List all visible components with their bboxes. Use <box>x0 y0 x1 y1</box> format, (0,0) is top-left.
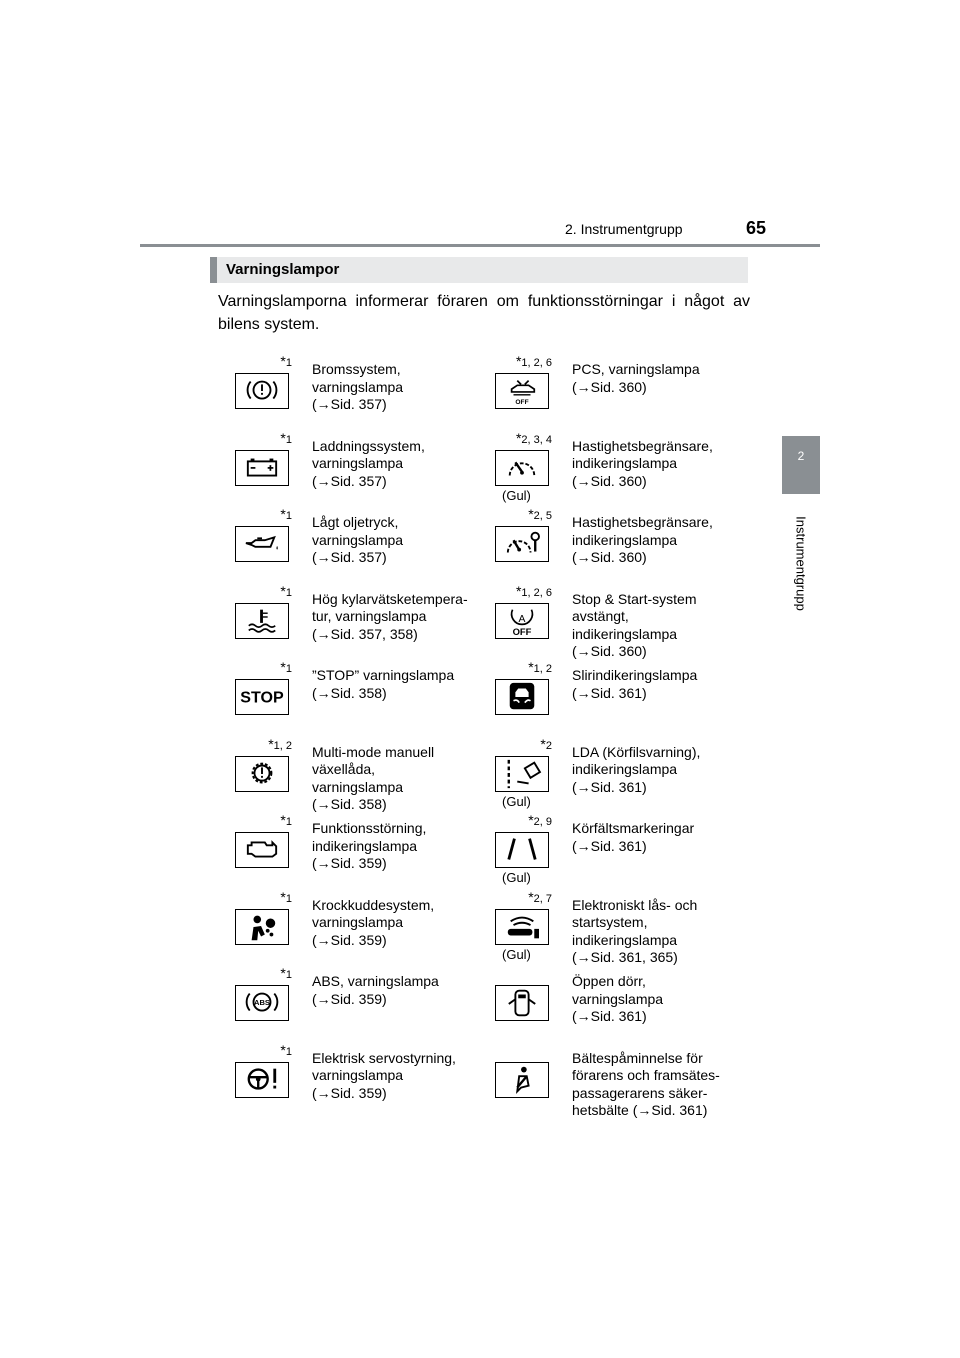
lamp-description: Slirindikeringslampa (→Sid. 361) <box>572 667 698 701</box>
section-marker <box>210 257 217 283</box>
lamp-description: PCS, varningslampa (→Sid. 360) <box>572 361 700 395</box>
footnote-ref: *1 <box>280 353 292 369</box>
footnote-ref: *2, 3, 4 <box>515 429 552 446</box>
table-row <box>232 659 752 729</box>
stop-start-off-icon <box>495 603 549 639</box>
lamp-entry-right <box>492 659 752 729</box>
footnote-ref: *1, 2, 6 <box>515 582 552 599</box>
battery-icon <box>235 450 289 486</box>
gear-warning-icon <box>235 756 289 792</box>
lamp-description: Funktionsstörning, indikeringslampa (→Sid. 359) <box>312 820 427 871</box>
lamp-description: Stop & Start-system avstängt, indikeringslampa (→Sid. 360) <box>572 590 697 659</box>
svg-text:OFF: OFF <box>515 399 529 407</box>
lamp-description: Lågt oljetryck, varningslampa (→Sid. 357) <box>312 514 404 565</box>
power-steering-icon <box>235 1062 289 1098</box>
lamp-entry-left <box>232 965 492 1035</box>
footnote-ref: *1, 2 <box>528 659 552 675</box>
lamp-description: Multi-mode manuell växellåda, varningslampa (→Sid. 358) <box>312 743 435 812</box>
lamp-entry-left <box>232 583 492 653</box>
lamp-description: Hastighetsbegränsare, indikeringslampa (→Sid. 360) <box>572 514 713 565</box>
table-row <box>232 429 752 503</box>
intro-paragraph: Varningslamporna informerar föraren om funktionsstörningar i något av bilens system. <box>218 293 750 333</box>
lamp-entry-right <box>492 353 752 423</box>
lamp-entry-left <box>232 506 492 576</box>
lane-markings-icon <box>495 832 549 868</box>
color-note: (Gul) <box>502 793 531 809</box>
side-tab-number: 2 <box>782 436 820 494</box>
header-section-title: 2. Instrumentgrupp <box>565 221 683 237</box>
brake-warning-icon <box>235 373 289 409</box>
footnote-ref: *1, 2 <box>268 735 292 752</box>
svg-text:ABS: ABS <box>254 997 270 1007</box>
lamp-entry-left <box>232 812 492 882</box>
lamp-entry-right <box>492 1042 752 1118</box>
color-note: (Gul) <box>502 946 531 962</box>
lamp-description: Bromssystem, varningslampa (→Sid. 357) <box>312 361 404 412</box>
lamp-description: LDA (Körfilsvarning), indikeringslampa (→Sid. 361) <box>572 743 701 795</box>
lamp-entry-right <box>492 888 752 965</box>
footnote-ref: *1 <box>280 1041 292 1058</box>
engine-check-icon <box>235 832 289 868</box>
color-note: (Gul) <box>502 870 531 885</box>
lamp-description: Hastighetsbegränsare, indikeringslampa (→Sid. 360) <box>572 437 713 489</box>
lamp-entry-left <box>232 735 492 812</box>
lamp-entry-left <box>232 659 492 729</box>
lamp-entry-left <box>232 430 492 500</box>
footnote-ref: *2 <box>540 735 552 752</box>
lamp-description: ABS, varningslampa (→Sid. 359) <box>312 973 439 1007</box>
pcs-off-icon <box>495 373 549 409</box>
lamp-entry-right <box>492 812 752 885</box>
svg-text:A: A <box>518 613 526 625</box>
footnote-ref: *2, 7 <box>528 888 552 905</box>
oil-pressure-icon <box>235 526 289 562</box>
table-row <box>232 353 752 423</box>
lamp-entry-right <box>492 582 752 659</box>
footnote-ref: *1 <box>280 888 292 905</box>
lane-departure-icon <box>495 756 549 792</box>
footnote-ref: *1 <box>280 506 292 522</box>
svg-text:OFF: OFF <box>512 626 532 638</box>
table-row <box>232 582 752 659</box>
lamp-entry-right <box>492 965 752 1035</box>
table-row <box>232 812 752 885</box>
lamp-description: Hög kylarvätsketempera- tur, varningslampa (→Sid. 357, 358) <box>312 590 468 642</box>
speed-limiter-wrench-icon <box>495 526 549 562</box>
section-title: Varningslampor <box>226 261 340 278</box>
footnote-ref: *1, 2, 6 <box>515 353 552 369</box>
coolant-temp-icon <box>235 603 289 639</box>
header-rule <box>140 244 820 247</box>
footnote-ref: *1 <box>280 659 292 675</box>
lamp-entry-left <box>232 353 492 423</box>
lamp-entry-left <box>232 1042 492 1112</box>
table-row <box>232 735 752 812</box>
lamp-description: ”STOP” varningslampa (→Sid. 358) <box>312 667 455 701</box>
stop-icon <box>235 679 289 715</box>
svg-text:STOP: STOP <box>240 688 284 707</box>
lamp-entry-right <box>492 735 752 809</box>
seatbelt-icon <box>495 1062 549 1098</box>
page-number: 65 <box>746 218 767 238</box>
footnote-ref: *2, 9 <box>528 812 552 828</box>
section-heading <box>210 257 748 283</box>
table-row <box>232 1041 752 1118</box>
lamp-description: Öppen dörr, varningslampa (→Sid. 361) <box>572 973 664 1024</box>
door-open-icon <box>495 985 549 1021</box>
footnote-ref: *1 <box>280 582 292 599</box>
lamp-description: Elektrisk servostyrning, varningslampa (→Sid. 359) <box>312 1049 456 1101</box>
color-note: (Gul) <box>502 487 531 503</box>
speed-limiter-icon <box>495 450 549 486</box>
table-row <box>232 888 752 965</box>
footnote-ref: *1 <box>280 965 292 981</box>
footnote-ref: *1 <box>280 429 292 446</box>
lamp-description: Körfältsmarkeringar (→Sid. 361) <box>572 820 695 854</box>
lamp-entry-right <box>492 429 752 503</box>
airbag-icon <box>235 909 289 945</box>
lamp-description: Bältespåminnelse för förarens och framsätes- passagerarens säker- hetsbälte (→Sid. 361) <box>572 1049 720 1118</box>
lamp-description: Krockkuddesystem, varningslampa (→Sid. 359) <box>312 896 435 948</box>
table-row <box>232 965 752 1035</box>
lamp-entry-right <box>492 506 752 576</box>
table-row <box>232 506 752 576</box>
footnote-ref: *1 <box>280 812 292 828</box>
lamp-entry-left <box>232 889 492 959</box>
smart-key-icon <box>495 909 549 945</box>
lamp-description: Laddningssystem, varningslampa (→Sid. 357) <box>312 437 425 489</box>
footnote-ref: *2, 5 <box>528 506 552 522</box>
lamp-description: Elektroniskt lås- och startsystem, indikeringslampa (→Sid. 361, 365) <box>572 896 698 965</box>
abs-icon <box>235 985 289 1021</box>
slip-indicator-icon <box>495 679 549 715</box>
side-tab-label: Instrumentgrupp <box>793 516 809 611</box>
